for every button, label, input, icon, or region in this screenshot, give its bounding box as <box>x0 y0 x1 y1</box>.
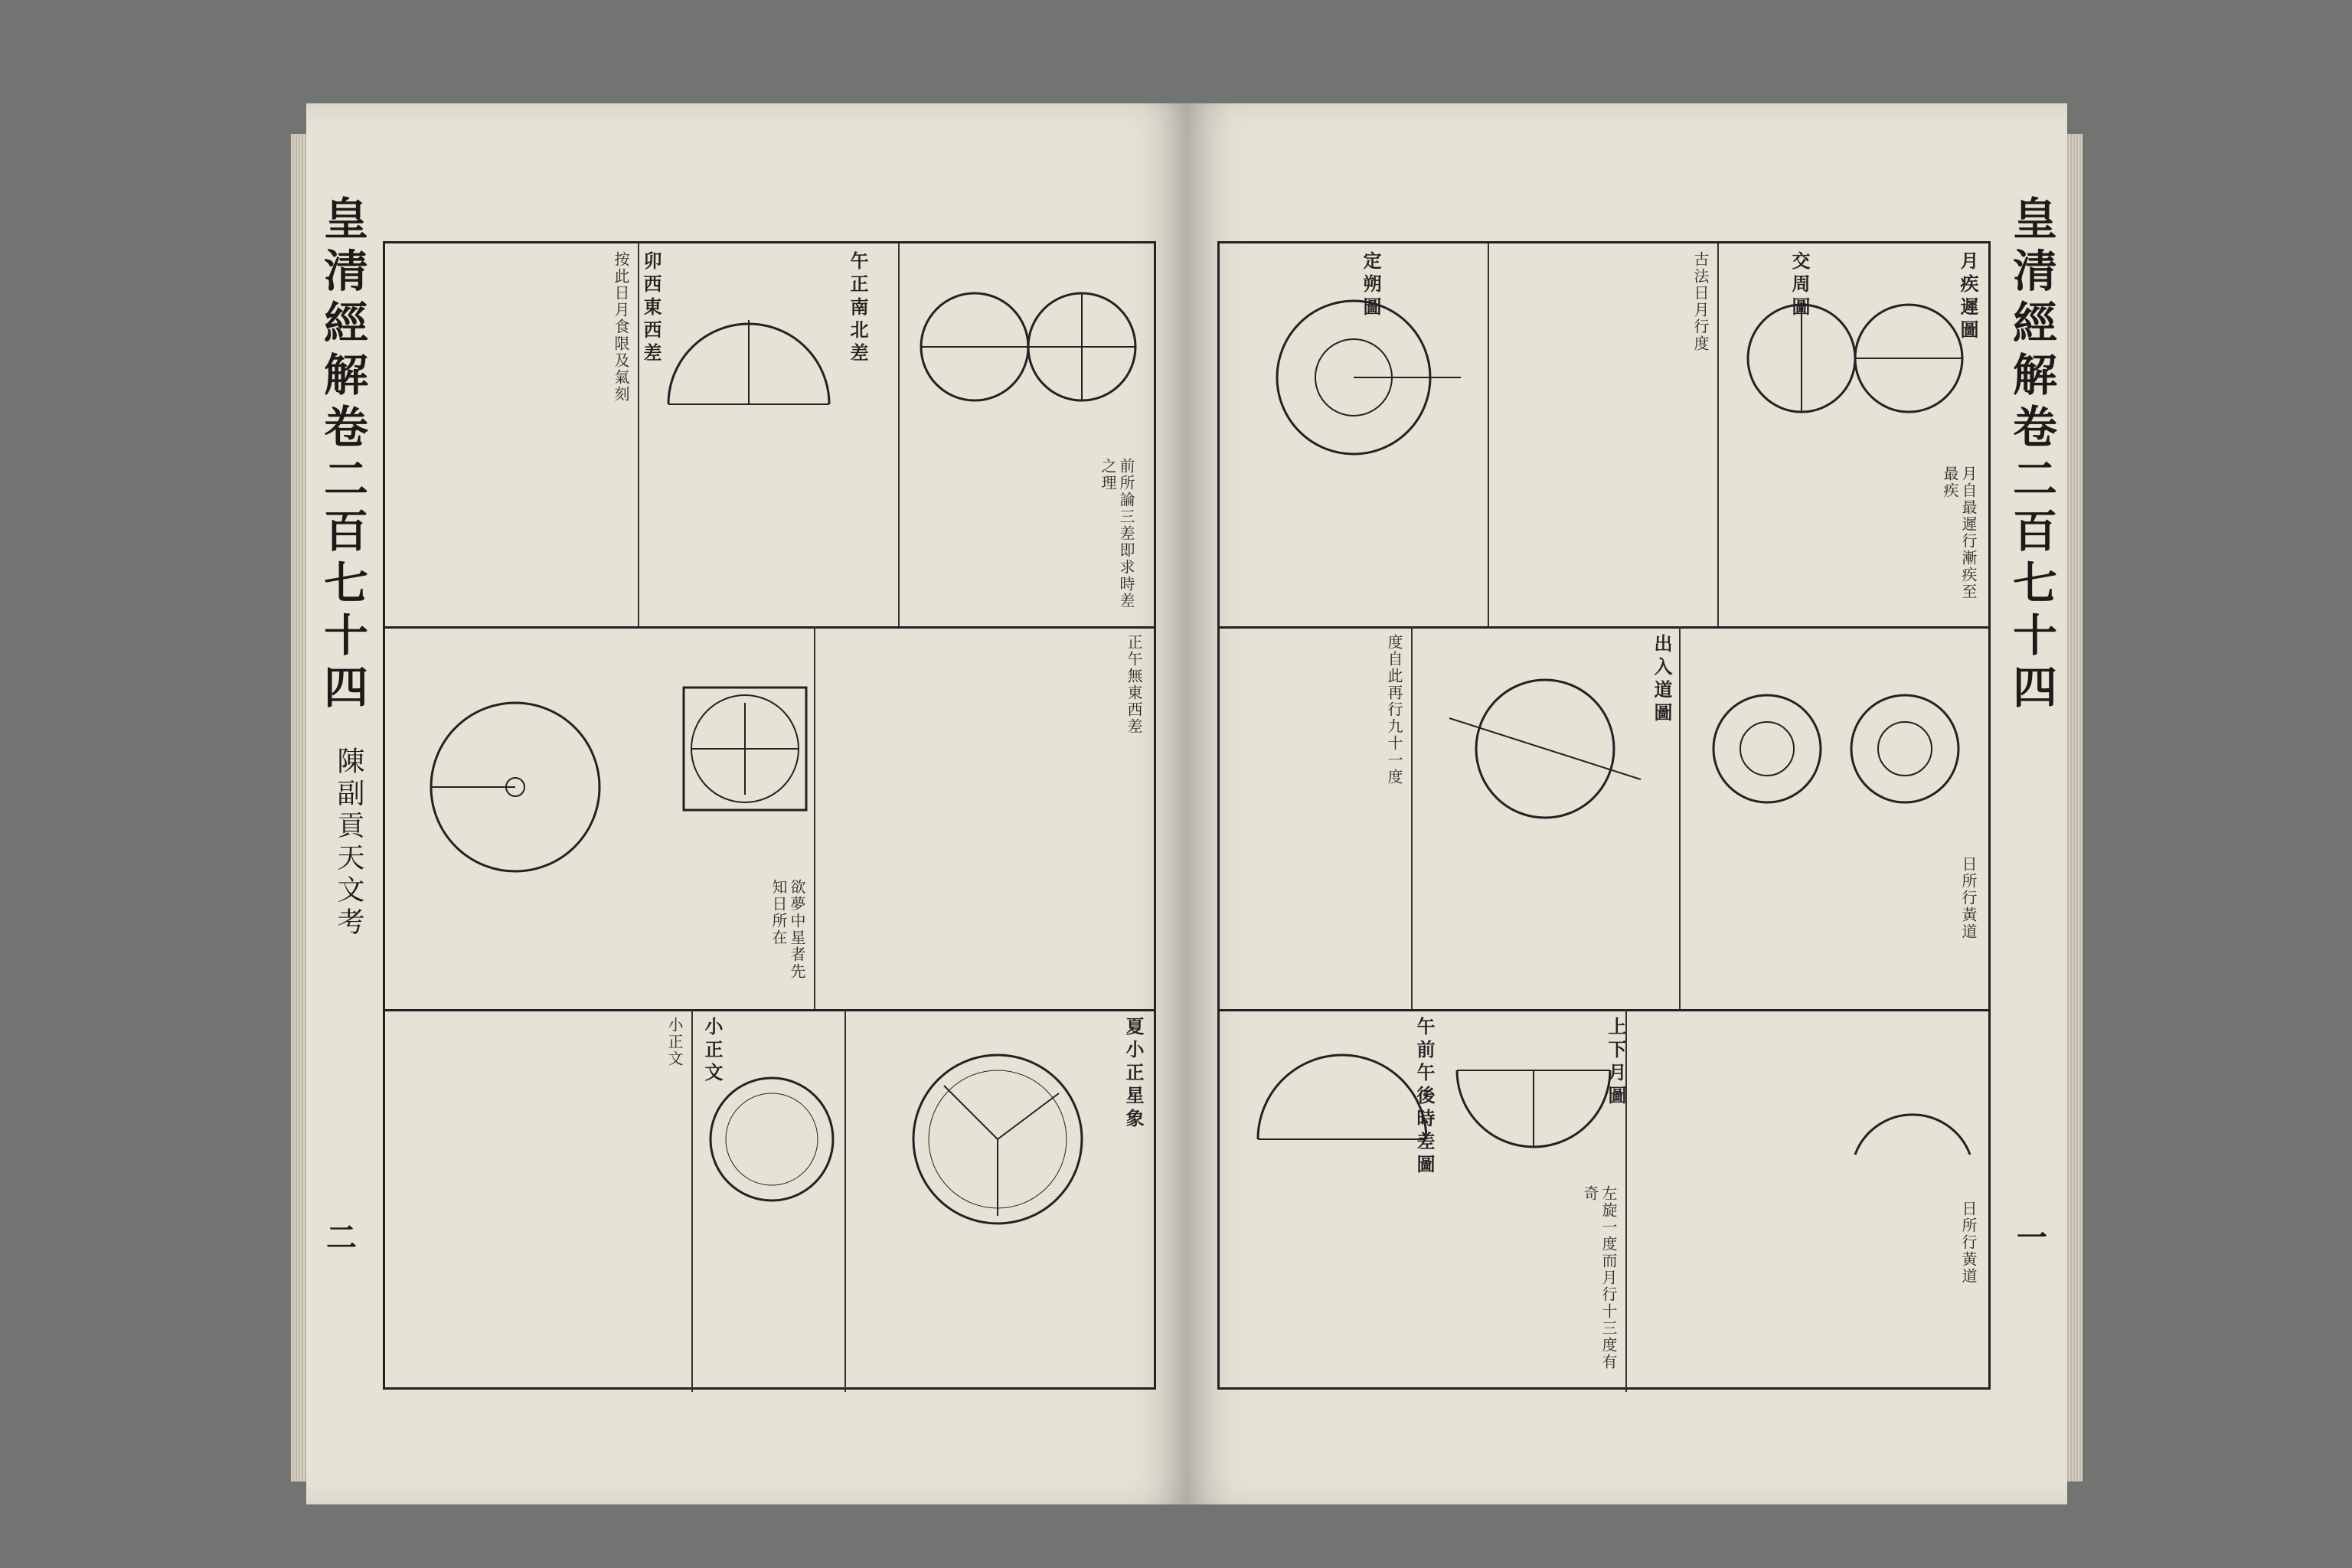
new-moon-diagram <box>1235 282 1472 473</box>
right-page <box>1187 103 2067 1504</box>
time-difference-diagram <box>1250 1040 1434 1170</box>
right-page-frame <box>1217 241 1991 1390</box>
right-row-3 <box>1220 1009 1993 1392</box>
diagram-caption: 午前午後時差圖 <box>1413 1017 1436 1178</box>
intersection-diagram <box>1733 282 1978 435</box>
crossing-orbit-diagram <box>1419 657 1671 848</box>
left-row-2 <box>385 626 1158 1009</box>
diagram-caption: 交周圖 <box>1788 251 1811 320</box>
upper-lower-moon-diagram <box>1449 1040 1618 1170</box>
diagram-caption: 午正南北差 <box>847 251 869 366</box>
right-text-block-2: 月自最遲行漸疾至最疾 <box>1941 466 1978 600</box>
meridian-square-diagram <box>676 680 814 818</box>
left-text-block-2: 前所論三差即求時差之理 <box>1099 458 1135 609</box>
left-text-block-5: 小正文 <box>665 1017 684 1067</box>
diagram-caption: 定朔圖 <box>1360 251 1382 320</box>
eclipse-arc-diagram <box>1847 1040 1978 1193</box>
star-wheel-diagram <box>883 1040 1112 1239</box>
left-page-folio: 二 <box>326 1220 357 1256</box>
left-row-3 <box>385 1009 1158 1392</box>
left-text-block-1: 按此日月食限及氣刻 <box>612 251 630 403</box>
right-text-block-3: 度自此再行九十一度 <box>1385 634 1403 786</box>
right-text-block-1: 古法日月行度 <box>1691 251 1710 352</box>
open-book <box>306 103 2067 1504</box>
right-text-block-4: 日所行黃道 <box>1959 856 1978 940</box>
right-text-block-5: 左旋一度而月行十三度有奇 <box>1581 1185 1618 1370</box>
time-difference-diagram <box>653 289 844 443</box>
right-row-2 <box>1220 626 1993 1009</box>
inner-outer-orbit-diagram <box>1694 672 1985 825</box>
diagram-caption: 月疾遲圖 <box>1957 251 1979 343</box>
left-page <box>306 103 1187 1504</box>
right-page-title: 皇清經解卷二百七十四 <box>2005 195 2057 716</box>
left-text-block-4: 欲夢中星者先知日所在 <box>769 879 806 980</box>
diagram-caption: 夏小正星象 <box>1122 1017 1145 1132</box>
parallax-diagram <box>913 274 1143 427</box>
right-page-folio: 一 <box>2017 1220 2047 1256</box>
star-circle-diagram <box>699 1040 844 1239</box>
left-page-frame <box>383 241 1156 1390</box>
diagram-caption: 出入道圖 <box>1651 634 1673 726</box>
diagram-caption: 卯西東西差 <box>640 251 662 366</box>
right-row-1 <box>1220 243 1993 626</box>
left-text-block-3: 正午無東西差 <box>1125 634 1143 735</box>
left-page-author: 陳副貢天文考 <box>333 746 364 939</box>
left-row-1 <box>385 243 1158 626</box>
left-page-title: 皇清經解卷二百七十四 <box>316 195 368 716</box>
diagram-caption: 上下月圖 <box>1605 1017 1627 1109</box>
right-text-block-6: 日所行黃道 <box>1959 1200 1978 1285</box>
diagram-caption: 小正文 <box>701 1017 724 1086</box>
star-circle-diagram <box>400 688 630 887</box>
